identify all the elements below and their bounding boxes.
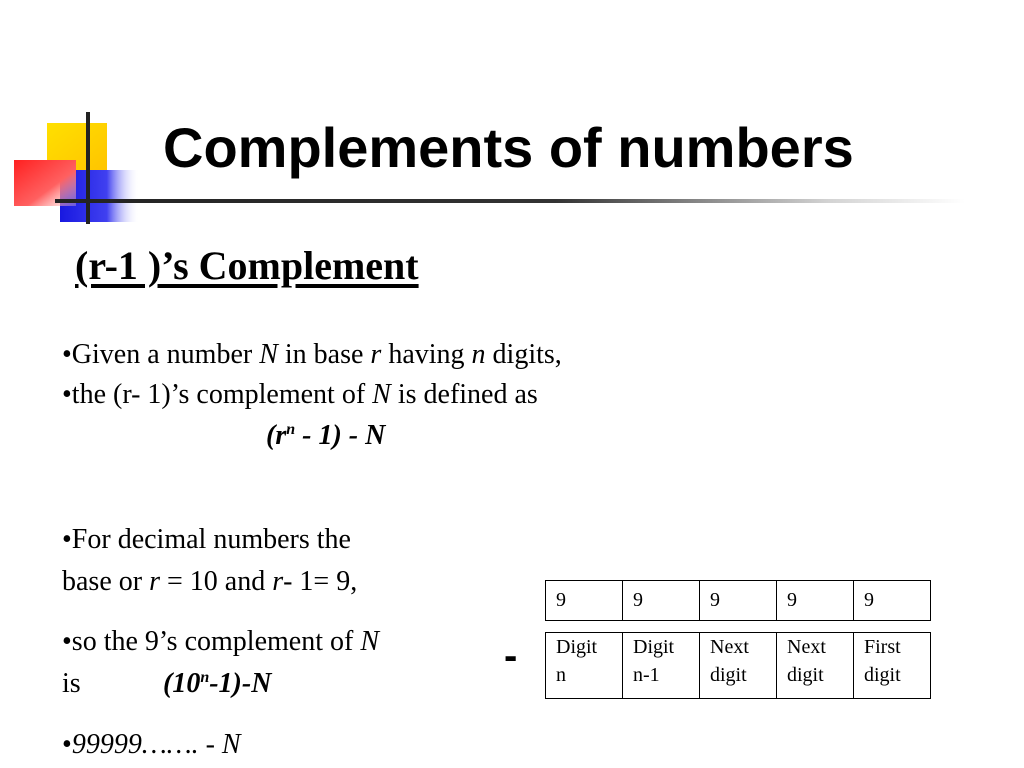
slide-title: Complements of numbers <box>163 116 854 179</box>
table-cell: 9 <box>777 581 854 621</box>
table-cell: Digit n <box>546 633 623 699</box>
nines-row-table <box>545 580 931 621</box>
decorative-logo-icon <box>0 0 160 240</box>
nines-complement-line-2: is <box>62 668 81 699</box>
nines-complement-formula: (10$^n$-1)-N <box>163 668 272 699</box>
table-cell: 9 <box>623 581 700 621</box>
decimal-line-2: base or r = 10 and r- 1= 9, <box>62 566 358 597</box>
table-cell: 9 <box>700 581 777 621</box>
nines-complement-line-1: •so the 9’s complement of N <box>62 626 379 657</box>
subtraction-sign: - <box>504 634 518 678</box>
nines-example-bullet: •99999……. - N <box>62 729 241 760</box>
table-cell: First digit <box>854 633 931 699</box>
table-cell: Next digit <box>777 633 854 699</box>
digit-row-table <box>545 632 931 699</box>
table-cell: 9 <box>854 581 931 621</box>
table-cell: Digit n-1 <box>623 633 700 699</box>
definition-line-2: •the (r- 1)’s complement of N is defined as <box>62 379 538 410</box>
table-cell: Next digit <box>700 633 777 699</box>
table-cell: 9 <box>546 581 623 621</box>
title-underline-rule <box>55 199 965 203</box>
complement-formula: $(r^n - 1)$ - N <box>266 420 386 451</box>
table-row <box>546 581 931 621</box>
definition-line-1: •Given a number N in base r having n digits, <box>62 339 562 370</box>
decimal-line-1: •For decimal numbers the <box>62 524 351 555</box>
slide-subtitle: (r-1 )’s Complement <box>75 243 419 288</box>
table-row <box>546 633 931 699</box>
